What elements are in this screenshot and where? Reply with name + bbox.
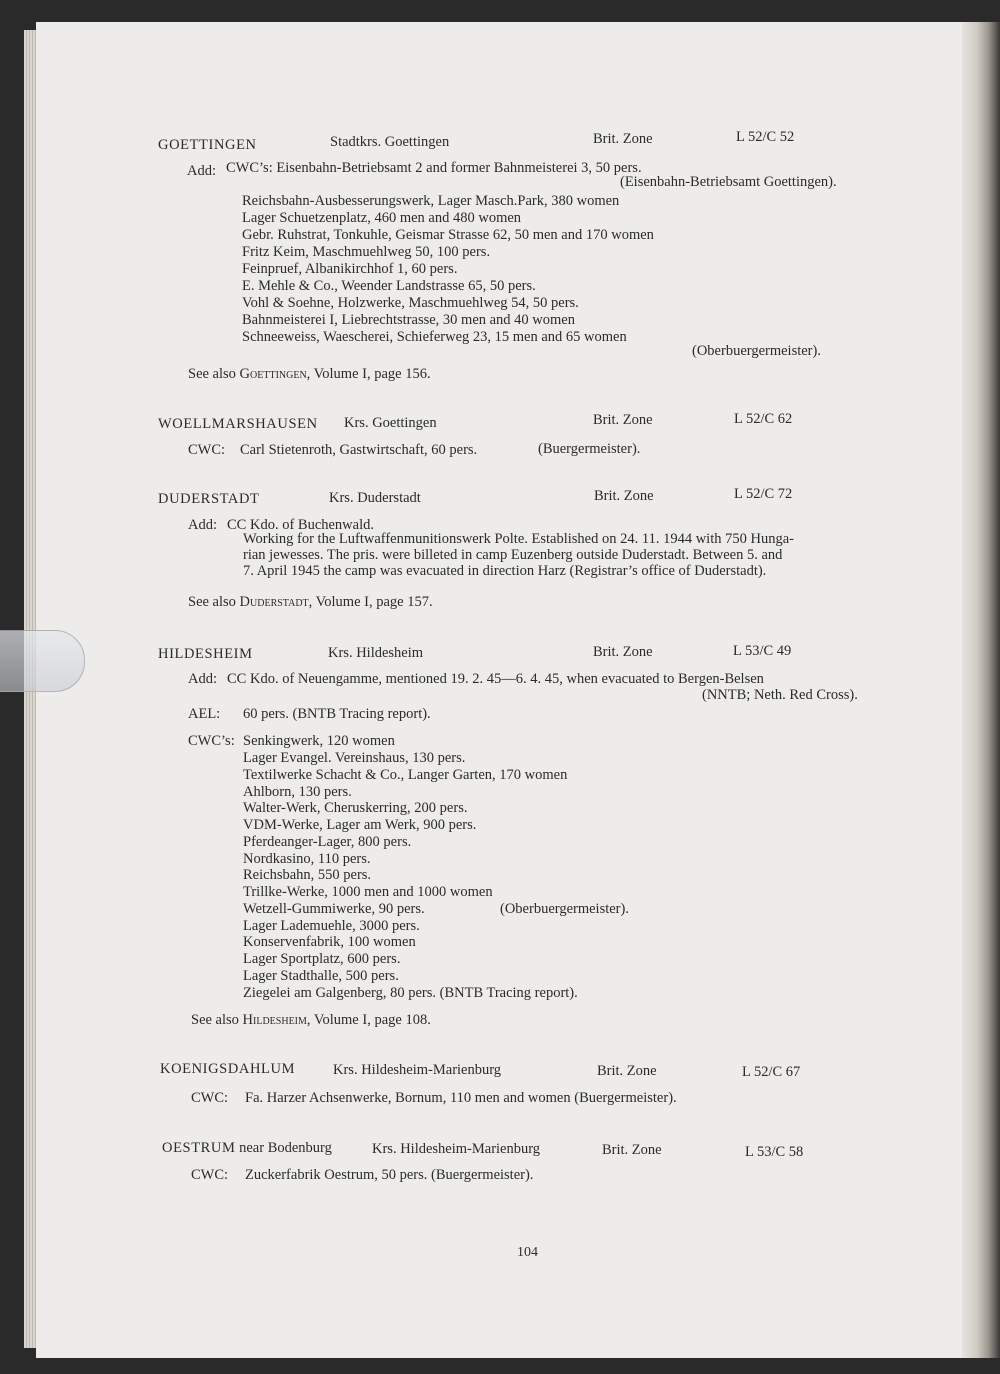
entry-district: Krs. Goettingen	[344, 415, 437, 431]
see-also: See also Hildesheim, Volume I, page 108.	[191, 1012, 431, 1028]
add-text: CWC’s: Eisenbahn-Betriebsamt 2 and former Bahnmeisterei 3, 50 pers.	[226, 160, 642, 176]
entry-ref: L 52/C 67	[742, 1064, 801, 1080]
entry-ref: L 53/C 58	[745, 1144, 804, 1160]
entry-zone: Brit. Zone	[593, 131, 653, 147]
cwc-text: Fa. Harzer Achsenwerke, Bornum, 110 men and women (Buergermeister).	[245, 1090, 677, 1106]
list-item: Walter-Werk, Cheruskerring, 200 pers.	[243, 800, 468, 816]
list-item: Fritz Keim, Maschmuehlweg 50, 100 pers.	[242, 244, 491, 260]
entry-zone: Brit. Zone	[594, 488, 654, 504]
add-text: CC Kdo. of Buchenwald.	[227, 517, 374, 533]
cwc-source: (Buergermeister).	[538, 441, 641, 457]
entry-zone: Brit. Zone	[597, 1063, 657, 1079]
entry-district: Stadtkrs. Goettingen	[330, 134, 450, 150]
list-item: Lager Stadthalle, 500 pers.	[243, 968, 399, 984]
entry-zone: Brit. Zone	[593, 644, 653, 660]
list-item: Konservenfabrik, 100 women	[243, 934, 416, 950]
list-item: Textilwerke Schacht & Co., Langer Garten, 170 women	[243, 767, 568, 783]
ael-label: AEL:	[188, 706, 221, 722]
entry-district: Krs. Hildesheim	[328, 645, 424, 661]
list-item: Lager Sportplatz, 600 pers.	[243, 951, 401, 967]
list-item: Senkingwerk, 120 women	[243, 733, 395, 749]
list-item: Reichsbahn-Ausbesserungswerk, Lager Masch.Park, 380 women	[242, 193, 620, 209]
entry-place: HILDESHEIM	[158, 646, 253, 662]
entry-zone: Brit. Zone	[602, 1142, 662, 1158]
entry-ref: L 53/C 49	[733, 643, 792, 659]
add-label: Add:	[187, 163, 216, 179]
add-label: Add:	[188, 671, 217, 687]
cwc-source: (Oberbuergermeister).	[500, 901, 629, 917]
cwc-label: CWC:	[191, 1167, 229, 1183]
list-item: Reichsbahn, 550 pers.	[243, 867, 372, 883]
list-item: Ziegelei am Galgenberg, 80 pers. (BNTB Tracing report).	[243, 985, 578, 1001]
entry-place: GOETTINGEN	[158, 137, 257, 153]
list-item: Vohl & Soehne, Holzwerke, Maschmuehlweg 54, 50 pers.	[242, 295, 579, 311]
list-item: Feinpruef, Albanikirchhof 1, 60 pers.	[242, 261, 458, 277]
add-source: (NNTB; Neth. Red Cross).	[702, 687, 858, 703]
list-item: VDM-Werke, Lager am Werk, 900 pers.	[243, 817, 477, 833]
see-also: See also Goettingen, Volume I, page 156.	[188, 366, 431, 382]
entry-ref: L 52/C 72	[734, 486, 793, 502]
entry-zone: Brit. Zone	[593, 412, 653, 428]
paragraph-line: 7. April 1945 the camp was evacuated in direction Harz (Registrar’s office of Duderstadt).	[243, 563, 767, 579]
entry-district: Krs. Hildesheim-Marienburg	[372, 1141, 541, 1157]
ael-text: 60 pers. (BNTB Tracing report).	[243, 706, 431, 722]
list-item: Nordkasino, 110 pers.	[243, 851, 371, 867]
entry-district: Krs. Hildesheim-Marienburg	[333, 1062, 502, 1078]
entry-district: Krs. Duderstadt	[329, 490, 421, 506]
cwc-label: CWC:	[188, 442, 226, 458]
list-item: Wetzell-Gummiwerke, 90 pers.	[243, 901, 425, 917]
entry-ref: L 52/C 52	[736, 129, 795, 145]
list-item: Bahnmeisterei I, Liebrechtstrasse, 30 men and 40 women	[242, 312, 575, 328]
page-number: 104	[517, 1245, 538, 1260]
list-item: Lager Schuetzenplatz, 460 men and 480 women	[242, 210, 522, 226]
entry-place: OESTRUM near Bodenburg	[162, 1140, 332, 1156]
add-text: CC Kdo. of Neuengamme, mentioned 19. 2. 45—6. 4. 45, when evacuated to Bergen-Belsen	[227, 671, 764, 687]
list-item: E. Mehle & Co., Weender Landstrasse 65, 50 pers.	[242, 278, 536, 294]
entry-place: KOENIGSDAHLUM	[160, 1061, 296, 1077]
list-item: Schneeweiss, Waescherei, Schieferweg 23, 15 men and 65 women	[242, 329, 627, 345]
paragraph-line: Working for the Luftwaffenmunitionswerk Polte. Established on 24. 11. 1944 with 750 Hunga-	[243, 531, 794, 547]
page-tab-marker	[0, 630, 85, 692]
paragraph-line: rian jewesses. The pris. were billeted in camp Euzenberg outside Duderstadt. Between 5. and	[243, 547, 783, 563]
list-item: Gebr. Ruhstrat, Tonkuhle, Geismar Strasse 62, 50 men and 170 women	[242, 227, 654, 243]
cwc-text: Zuckerfabrik Oestrum, 50 pers. (Buergermeister).	[245, 1167, 534, 1183]
list-item: Trillke-Werke, 1000 men and 1000 women	[243, 884, 493, 900]
entry-ref: L 52/C 62	[734, 411, 793, 427]
add-source: (Eisenbahn-Betriebsamt Goettingen).	[620, 174, 837, 190]
list-item: Lager Lademuehle, 3000 pers.	[243, 918, 420, 934]
cwc-label: CWC:	[191, 1090, 229, 1106]
book-gutter	[962, 22, 1000, 1358]
cwc-text: Carl Stietenroth, Gastwirtschaft, 60 pers.	[240, 442, 478, 458]
see-also: See also Duderstadt, Volume I, page 157.	[188, 594, 433, 610]
cwc-label: CWC’s:	[188, 733, 235, 749]
add-label: Add:	[188, 517, 217, 533]
entry-source: (Oberbuergermeister).	[692, 343, 821, 359]
list-item: Ahlborn, 130 pers.	[243, 784, 352, 800]
list-item: Lager Evangel. Vereinshaus, 130 pers.	[243, 750, 466, 766]
entry-place: WOELLMARSHAUSEN	[158, 416, 318, 432]
entry-place: DUDERSTADT	[158, 491, 260, 507]
list-item: Pferdeanger-Lager, 800 pers.	[243, 834, 412, 850]
